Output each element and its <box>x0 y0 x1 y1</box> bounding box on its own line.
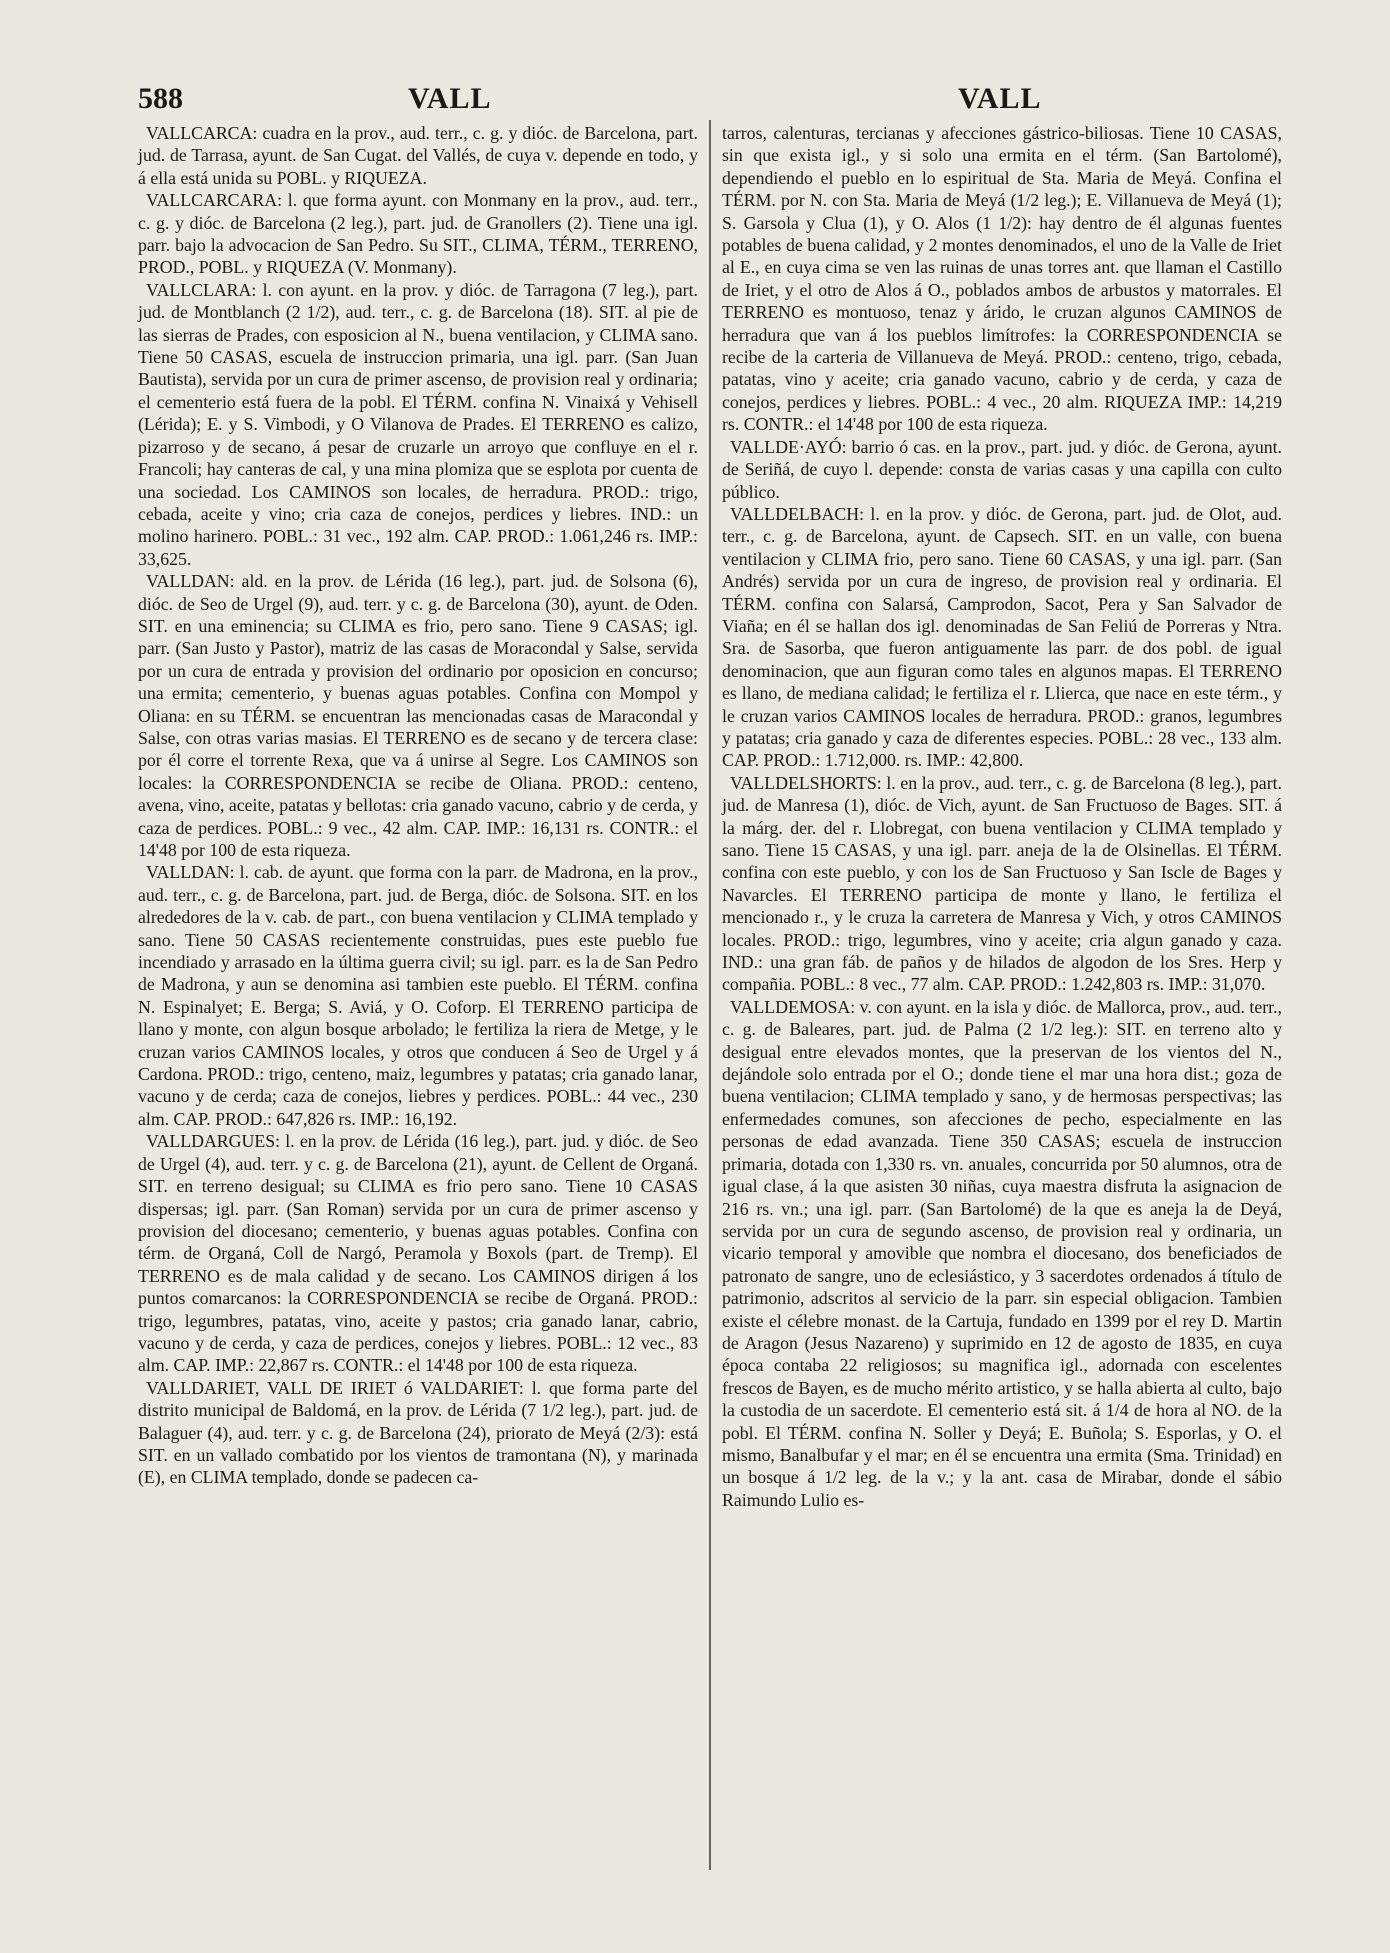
left-column <box>138 122 698 1489</box>
entry-valldan-ald: VALLDAN: ald. en la prov. de Lérida (16 leg.), part. jud. de Solsona (6), dióc. de Seo de Urgel (9), aud. terr. y c. g. de Barcelona (30), ayunt. de Oden. SIT. en una eminencia; su CLIMA es frio, pero sano. Tiene 9 CASAS; igl. parr. (San Justo y Pastor), matriz de las casas de Moracondal y Salse, servida por un cura de entrada y provision del ordinario por oposicion en concurso; una ermita; cementerio, y buenas aguas potables. Confina con Mompol y Oliana: en su TÉRM. se encuentran las mencionadas casas de Maracondal y Salse, con otras varias masias. El TERRENO es de secano y de tercera clase: por él corre el torrente Rexa, que va á unirse al Segre. Los CAMINOS son locales: la CORRESPONDENCIA se recibe de Oliana. PROD.: centeno, avena, vino, aceite, patatas y bellotas: cria ganado vacuno, cabrio y de cerda, y caza de perdices. POBL.: 9 vec., 42 alm. CAP. IMP.: 16,131 rs. CONTR.: el 14'48 por 100 de esta riqueza. <box>138 571 698 860</box>
running-head <box>0 82 1390 122</box>
right-running-head: VALL <box>958 82 1042 115</box>
entry-valldargues: VALLDARGUES: l. en la prov. de Lérida (16 leg.), part. jud. y dióc. de Seo de Urgel (4), aud. terr. y c. g. de Barcelona (21), ayunt. de Cellent de Organá. SIT. en terreno desigual; su CLIMA es frio pero sano. Tiene 10 CASAS dispersas; igl. parr. (San Roman) servida por un cura de primer ascenso y provision del diocesano; cementerio, y buenas aguas potables. Confina con térm. de Organá, Coll de Nargó, Peramola y Boxols (part. de Tremp). El TERRENO es de mala calidad y de secano. Los CAMINOS dirigen á los puntos comarcanos: la CORRESPONDENCIA se recibe de Organá. PROD.: trigo, legumbres, patatas, vino, aceite y pastos; cria ganado lanar, cabrio, vacuno y de cerda, y caza de perdices, conejos y liebres. POBL.: 12 vec., 83 alm. CAP. IMP.: 22,867 rs. CONTR.: el 14'48 por 100 de esta riqueza. <box>138 1131 698 1376</box>
entry-vallcarcara: VALLCARCARA: l. que forma ayunt. con Monmany en la prov., aud. terr., c. g. y dióc. de Barcelona (2 leg.), part. jud. de Granollers (2). Tiene una igl. parr. bajo la advocacion de San Pedro. Su SIT., CLIMA, TÉRM., TERRENO, PROD., POBL. y RIQUEZA (V. Monmany). <box>138 190 698 278</box>
entry-valldemosa: VALLDEMOSA: v. con ayunt. en la isla y dióc. de Mallorca, prov., aud. terr., c. g. de Baleares, part. jud. de Palma (2 1/2 leg.): SIT. en terreno alto y desigual entre elevados montes, que la preservan de los vientos del N., dejándole solo entrada por el O.; donde tiene el mar una hora dist.; goza de buena ventilacion; CLIMA templado y sano, y de hermosas perspectivas; las enfermedades comunes, son afecciones de pecho, especialmente en las personas de edad avanzada. Tiene 350 CASAS; escuela de instruccion primaria, dotada con 1,330 rs. vn. anuales, concurrida por 50 alumnos, otra de igual clase, á la que asisten 30 niñas, cuya maestra disfruta la asignacion de 216 rs. vn.; una igl. parr. (San Bartolomé) de la que es aneja la de Deyá, servida por un cura de segundo ascenso, de provision real y ordinaria, un vicario temporal y amovible que nombra el diocesano, dos beneficiados de patronato de sangre, uno de eclesiástico, y 3 sacerdotes ordenados á título de patrimonio, adscritos al servicio de la parr. sin especial obligacion. Tambien existe el célebre monast. de la Cartuja, fundado en 1399 por el rey D. Martin de Aragon (Jesus Nazareno) y suprimido en 12 de agosto de 1835, en cuya época contaba 22 religiosos; su magnifica igl., adornada con escelentes frescos de Bayen, es de mucho mérito artistico, y se halla abierta al culto, bajo la custodia de un sacerdote. El cementerio está sit. á 1/4 de hora al NO. de la pobl. El TÉRM. confina N. Soller y Deyá; E. Buñola; S. Esporlas, y O. el mismo, Banalbufar y el mar; en él se encuentra una ermita (Sma. Trinidad) en un bosque á 1/2 leg. de la v.; y la ant. casa de Mirabar, donde el sábio Raimundo Lulio es- <box>722 996 1282 1510</box>
page-number: 588 <box>138 82 183 115</box>
right-column <box>722 122 1282 1511</box>
entry-valldan-l: VALLDAN: l. cab. de ayunt. que forma con la parr. de Madrona, en la prov., aud. terr., c. g. de Barcelona, part. jud. de Berga, dióc. de Solsona. SIT. en los alrededores de la v. cab. de part., con buena ventilacion y CLIMA templado y sano. Tiene 50 CASAS recientemente construidas, pues este pueblo fue incendiado y arrasado en la última guerra civil; su igl. parr. es la de San Pedro de Madrona, y aun se denomina asi tambien este pueblo. El TÉRM. confina N. Espinalyet; E. Berga; S. Aviá, y O. Coforp. El TERRENO participa de llano y monte, con algun bosque arbolado; le fertiliza la riera de Metge, y le cruzan varios CAMINOS locales, y otros que conducen á Seo de Urgel y á Cardona. PROD.: trigo, centeno, maiz, legumbres y patatas; cria ganado lanar, vacuno y de cerda; caza de conejos, liebres y perdices. POBL.: 44 vec., 230 alm. CAP. PROD.: 647,826 rs. IMP.: 16,192. <box>138 862 698 1129</box>
entry-valldelbach: VALLDELBACH: l. en la prov. y dióc. de Gerona, part. jud. de Olot, aud. terr., c. g. de Barcelona, ayunt. de Capsech. SIT. en un valle, con buena ventilacion y CLIMA frio, pero sano. Tiene 60 CASAS, y una igl. parr. (San Andrés) servida por un cura de ingreso, de provision real y ordinaria. El TÉRM. confina con Salarsá, Camprodon, Sacot, Pera y San Salvador de Viaña; en él se hallan dos igl. denominadas de San Feliú de Porreras y Ntra. Sra. de Sasorba, que fueron antiguamente las parr. de dos pobl. de igual denominacion, que aun figuran como tales en algunos mapas. El TERRENO es llano, de mediana calidad; le fertiliza el r. Llierca, que nace en este térm., y le cruzan varios CAMINOS locales de herradura. PROD.: granos, legumbres y patatas; cria ganado y caza de diferentes especies. POBL.: 28 vec., 133 alm. CAP. PROD.: 1.712,000. rs. IMP.: 42,800. <box>722 503 1282 771</box>
entry-vallde-ayo: VALLDE·AYÓ: barrio ó cas. en la prov., part. jud. y dióc. de Gerona, ayunt. de Seriñá, de cuyo l. depende: consta de varias casas y una capilla con culto público. <box>722 436 1282 502</box>
entry-valldariet: VALLDARIET, VALL DE IRIET ó VALDARIET: l. que forma parte del distrito municipal de Baldomá, en la prov. de Lérida (7 1/2 leg.), part. jud. de Balaguer (4), aud. terr. y c. g. de Barcelona (24), priorato de Meyá (2/3): está SIT. en un vallado combatido por los vientos de tramontana (N), y marinada (E), en CLIMA templado, donde se padecen ca- <box>138 1377 698 1488</box>
column-divider <box>709 120 711 1870</box>
entry-valldelshorts: VALLDELSHORTS: l. en la prov., aud. terr., c. g. de Barcelona (8 leg.), part. jud. de Manresa (1), dióc. de Vich, ayunt. de San Fructuoso de Bages. SIT. á la márg. der. del r. Llobregat, con buena ventilacion y CLIMA templado y sano. Tiene 15 CASAS, y una igl. parr. aneja de la de Olsinellas. El TÉRM. confina con este pueblo, y con los de San Fructuoso y San Iscle de Bages y Navarcles. El TERRENO participa de monte y llano, le fertiliza el mencionado r., y le cruza la carretera de Manresa y Vich, y otros CAMINOS locales. PROD.: trigo, legumbres, vino y aceite; cria algun ganado y caza. IND.: una gran fáb. de paños y de hilados de algodon de los Sres. Herp y compañia. POBL.: 8 vec., 77 alm. CAP. PROD.: 1.242,803 rs. IMP.: 31,070. <box>722 772 1282 995</box>
entry-vallcarca: VALLCARCA: cuadra en la prov., aud. terr., c. g. y dióc. de Barcelona, part. jud. de Tarrasa, ayunt. de San Cugat. del Vallés, de cuya v. depende en todo, y á ella está unida su POBL. y RIQUEZA. <box>138 123 698 188</box>
entry-valldariet-continued: tarros, calenturas, tercianas y afecciones gástrico-biliosas. Tiene 10 CASAS, sin que exista igl., y si solo una ermita en el térm. (San Bartolomé), dependiendo el pueblo en lo espiritual de Sta. Maria de Meyá. Confina el TÉRM. por N. con Sta. Maria de Meyá (1/2 leg.); E. Villanueva de Meyá (1); S. Garsola y Clua (1), y O. Alos (1 1/2): hay dentro de él algunas fuentes potables de buena calidad, y 2 montes denominados, el uno de la Valle de Iriet al E., en cuya cima se ven las ruinas de unas torres ant. que llaman el Castillo de Iriet, y el otro de Alos á O., poblados ambos de arbustos y matorrales. El TERRENO es montuoso, tenaz y árido, le cruzan algunos CAMINOS de herradura que van á los pueblos limítrofes: la CORRESPONDENCIA se recibe de la carteria de Villanueva de Meyá. PROD.: centeno, trigo, cebada, patatas, vino y aceite; cria ganado vacuno, cabrio y de cerda, y caza de conejos, perdices y liebres. POBL.: 4 vec., 20 alm. RIQUEZA IMP.: 14,219 rs. CONTR.: el 14'48 por 100 de esta riqueza. <box>722 123 1282 435</box>
entry-vallclara: VALLCLARA: l. con ayunt. en la prov. y dióc. de Tarragona (7 leg.), part. jud. de Montblanch (2 1/2), aud. terr., c. g. de Barcelona (18). SIT. al pie de las sierras de Prades, con esposicion al N., buena ventilacion, y CLIMA sano. Tiene 50 CASAS, escuela de instruccion primaria, una igl. parr. (San Juan Bautista), servida por un cura de primer ascenso, de provision real y ordinaria; el cementerio está fuera de la pobl. El TÉRM. confina N. Vinaixá y Vehisell (Lérida); E. y S. Vimbodi, y O Vilanova de Prades. El TERRENO es calizo, pizarroso y de secano, á pesar de cruzarle un arroyo que confluye en el r. Francoli; hay canteras de cal, y una mina plomiza que se esplota por cuenta de una sociedad. Los CAMINOS son locales, de herradura. PROD.: trigo, cebada, aceite y vino; cria caza de conejos, perdices y liebres. IND.: un molino harinero. POBL.: 31 vec., 192 alm. CAP. PROD.: 1.061,246 rs. IMP.: 33,625. <box>138 279 698 569</box>
left-running-head: VALL <box>408 82 492 115</box>
